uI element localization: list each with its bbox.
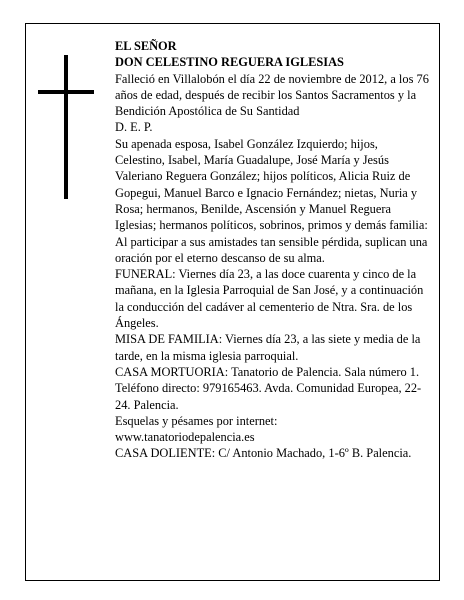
funeral-info: FUNERAL: Viernes día 23, a las doce cuarenta y cinco de la mañana, en la Iglesia Parroquial de San José, y a continuación la conducción del cadáver al cementerio de Ntra. Sra. de los Ángeles. — [115, 267, 424, 331]
cross-horizontal-bar — [38, 90, 94, 94]
family-mass-info: MISA DE FAMILIA: Viernes día 23, a las siete y media de la tarde, en la misma iglesia parroquial. — [115, 332, 421, 363]
prayer-request: Al participar a sus amistades tan sensible pérdida, suplican una oración por el eterno descanso de su alma. — [115, 234, 428, 265]
rip-line: D. E. P. — [115, 120, 153, 135]
title-line-1: EL SEÑOR — [115, 39, 177, 53]
obituary-text — [115, 38, 430, 462]
funeral-home-info: CASA MORTUORIA: Tanatorio de Palencia. Sala número 1. Teléfono directo: 979165463. Avda. Comunidad Europea, 22-24. Palencia. — [115, 364, 422, 412]
funeral-home-website: www.tanatoriodepalencia.es — [115, 430, 255, 445]
cross-vertical-bar — [64, 55, 68, 199]
family-list: Su apenada esposa, Isabel González Izquierdo; hijos, Celestino, Isabel, María Guadalupe, José María y Jesús Valeriano Reguera González; hijos políticos, Alicia Ruiz de Gopegui, Manuel Barco e Ignacio Fernández; nietas, Nuria y Rosa; hermanos, Benilde, Ascensión y Manuel Reguera Iglesias; hermanos políticos, sobrinos, primos y demás familia: — [115, 136, 428, 233]
internet-condolences-label: Esquelas y pésames por internet: — [115, 413, 278, 428]
grieving-home-address: CASA DOLIENTE: C/ Antonio Machado, 1-6º B. Palencia. — [115, 446, 412, 461]
deceased-name: DON CELESTINO REGUERA IGLESIAS — [115, 55, 344, 70]
latin-cross-icon — [38, 55, 94, 199]
death-announcement: Falleció en Villalobón el día 22 de noviembre de 2012, a los 76 años de edad, después de recibir los Santos Sacramentos y la Bendición Apostólica de Su Santidad — [115, 71, 429, 119]
